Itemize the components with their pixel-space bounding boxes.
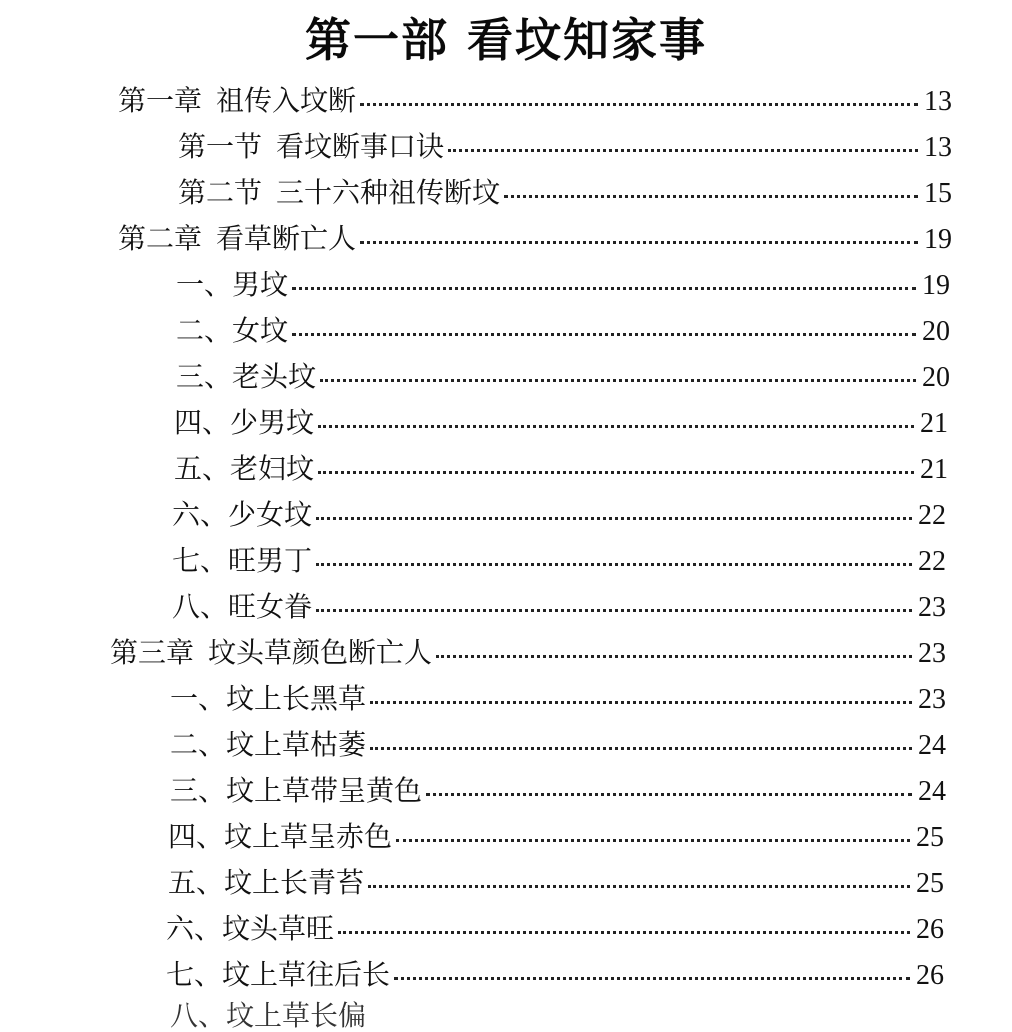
toc-entry-item[interactable] (176, 262, 950, 308)
entry-title: 七、坟上草往后长 (166, 958, 391, 991)
dot-leader (316, 563, 912, 566)
entry-title: 六、坟头草旺 (166, 912, 335, 945)
entry-title: 一、男坟 (176, 268, 289, 301)
page-number: 20 (922, 316, 950, 347)
toc-entry-item[interactable] (170, 768, 946, 814)
dot-leader (368, 885, 910, 888)
page-number: 25 (916, 868, 944, 899)
toc-entry-chapter-2[interactable] (118, 216, 952, 262)
page-number: 21 (920, 454, 948, 485)
entry-title: 三、老头坟 (176, 360, 317, 393)
dot-leader (360, 103, 918, 106)
dot-leader (370, 747, 912, 750)
toc-entry-item[interactable] (170, 722, 946, 768)
dot-leader (394, 977, 910, 980)
cutoff-text: 八、坟上草长偏 (170, 999, 367, 1032)
dot-leader (436, 655, 912, 658)
entry-title: 三十六种祖传断坟 (276, 176, 501, 209)
toc-entry-chapter-1[interactable] (118, 78, 952, 124)
entry-title: 祖传入坟断 (216, 84, 357, 117)
page-number: 25 (916, 822, 944, 853)
entry-title: 八、旺女眷 (172, 590, 313, 623)
entry-title: 六、少女坟 (172, 498, 313, 531)
section-number: 第二节 (178, 176, 263, 209)
dot-leader (292, 333, 916, 336)
dot-leader (318, 471, 914, 474)
chapter-number: 第一章 (118, 84, 203, 117)
entry-title: 二、女坟 (176, 314, 289, 347)
part-title: 第一部 看坟知家事 (304, 13, 707, 67)
dot-leader (316, 517, 912, 520)
toc-entry-item[interactable] (174, 446, 948, 492)
page-number: 19 (922, 270, 950, 301)
entry-title: 坟头草颜色断亡人 (208, 636, 433, 669)
page-number: 26 (916, 960, 944, 991)
dot-leader (292, 287, 916, 290)
dot-leader (426, 793, 912, 796)
page-number: 15 (924, 178, 952, 209)
toc-entry-item[interactable] (168, 814, 944, 860)
toc-entry-item[interactable] (172, 492, 946, 538)
chapter-number: 第二章 (118, 222, 203, 255)
dot-leader (316, 609, 912, 612)
dot-leader (370, 701, 912, 704)
entry-title: 五、老妇坟 (174, 452, 315, 485)
page-number: 19 (924, 224, 952, 255)
cutoff-entry (170, 999, 450, 1032)
toc-entry-chapter-3[interactable] (110, 630, 946, 676)
toc-entry-item[interactable] (172, 584, 946, 630)
dot-leader (320, 379, 916, 382)
section-number: 第一节 (178, 130, 263, 163)
page-number: 21 (920, 408, 948, 439)
dot-leader (318, 425, 914, 428)
toc-entry-item[interactable] (166, 952, 944, 998)
page-number: 23 (918, 638, 946, 669)
entry-title: 一、坟上长黑草 (170, 682, 367, 715)
dot-leader (504, 195, 918, 198)
entry-title: 三、坟上草带呈黄色 (170, 774, 423, 807)
page-number: 23 (918, 684, 946, 715)
toc-entry-item[interactable] (166, 906, 944, 952)
entry-title: 五、坟上长青苔 (168, 866, 365, 899)
page-number: 13 (924, 132, 952, 163)
page-number: 26 (916, 914, 944, 945)
dot-leader (338, 931, 910, 934)
entry-title: 七、旺男丁 (172, 544, 313, 577)
toc-entry-section-2[interactable] (178, 170, 952, 216)
page-number: 22 (918, 546, 946, 577)
page-number: 24 (918, 730, 946, 761)
chapter-number: 第三章 (110, 636, 195, 669)
dot-leader (360, 241, 918, 244)
toc-entry-item[interactable] (174, 400, 948, 446)
dot-leader (448, 149, 918, 152)
page-number: 20 (922, 362, 950, 393)
entry-title: 四、坟上草呈赤色 (168, 820, 393, 853)
toc-entry-item[interactable] (172, 538, 946, 584)
toc-entry-item[interactable] (176, 308, 950, 354)
page-number: 24 (918, 776, 946, 807)
entry-title: 四、少男坟 (174, 406, 315, 439)
toc-entry-item[interactable] (176, 354, 950, 400)
page-number: 22 (918, 500, 946, 531)
page-number: 13 (924, 86, 952, 117)
entry-title: 看坟断事口诀 (276, 130, 445, 163)
toc-entry-item[interactable] (168, 860, 944, 906)
entry-title: 看草断亡人 (216, 222, 357, 255)
entry-title: 二、坟上草枯萎 (170, 728, 367, 761)
toc-entry-section-1[interactable] (178, 124, 952, 170)
dot-leader (396, 839, 910, 842)
toc-entry-item[interactable] (170, 676, 946, 722)
page-number: 23 (918, 592, 946, 623)
